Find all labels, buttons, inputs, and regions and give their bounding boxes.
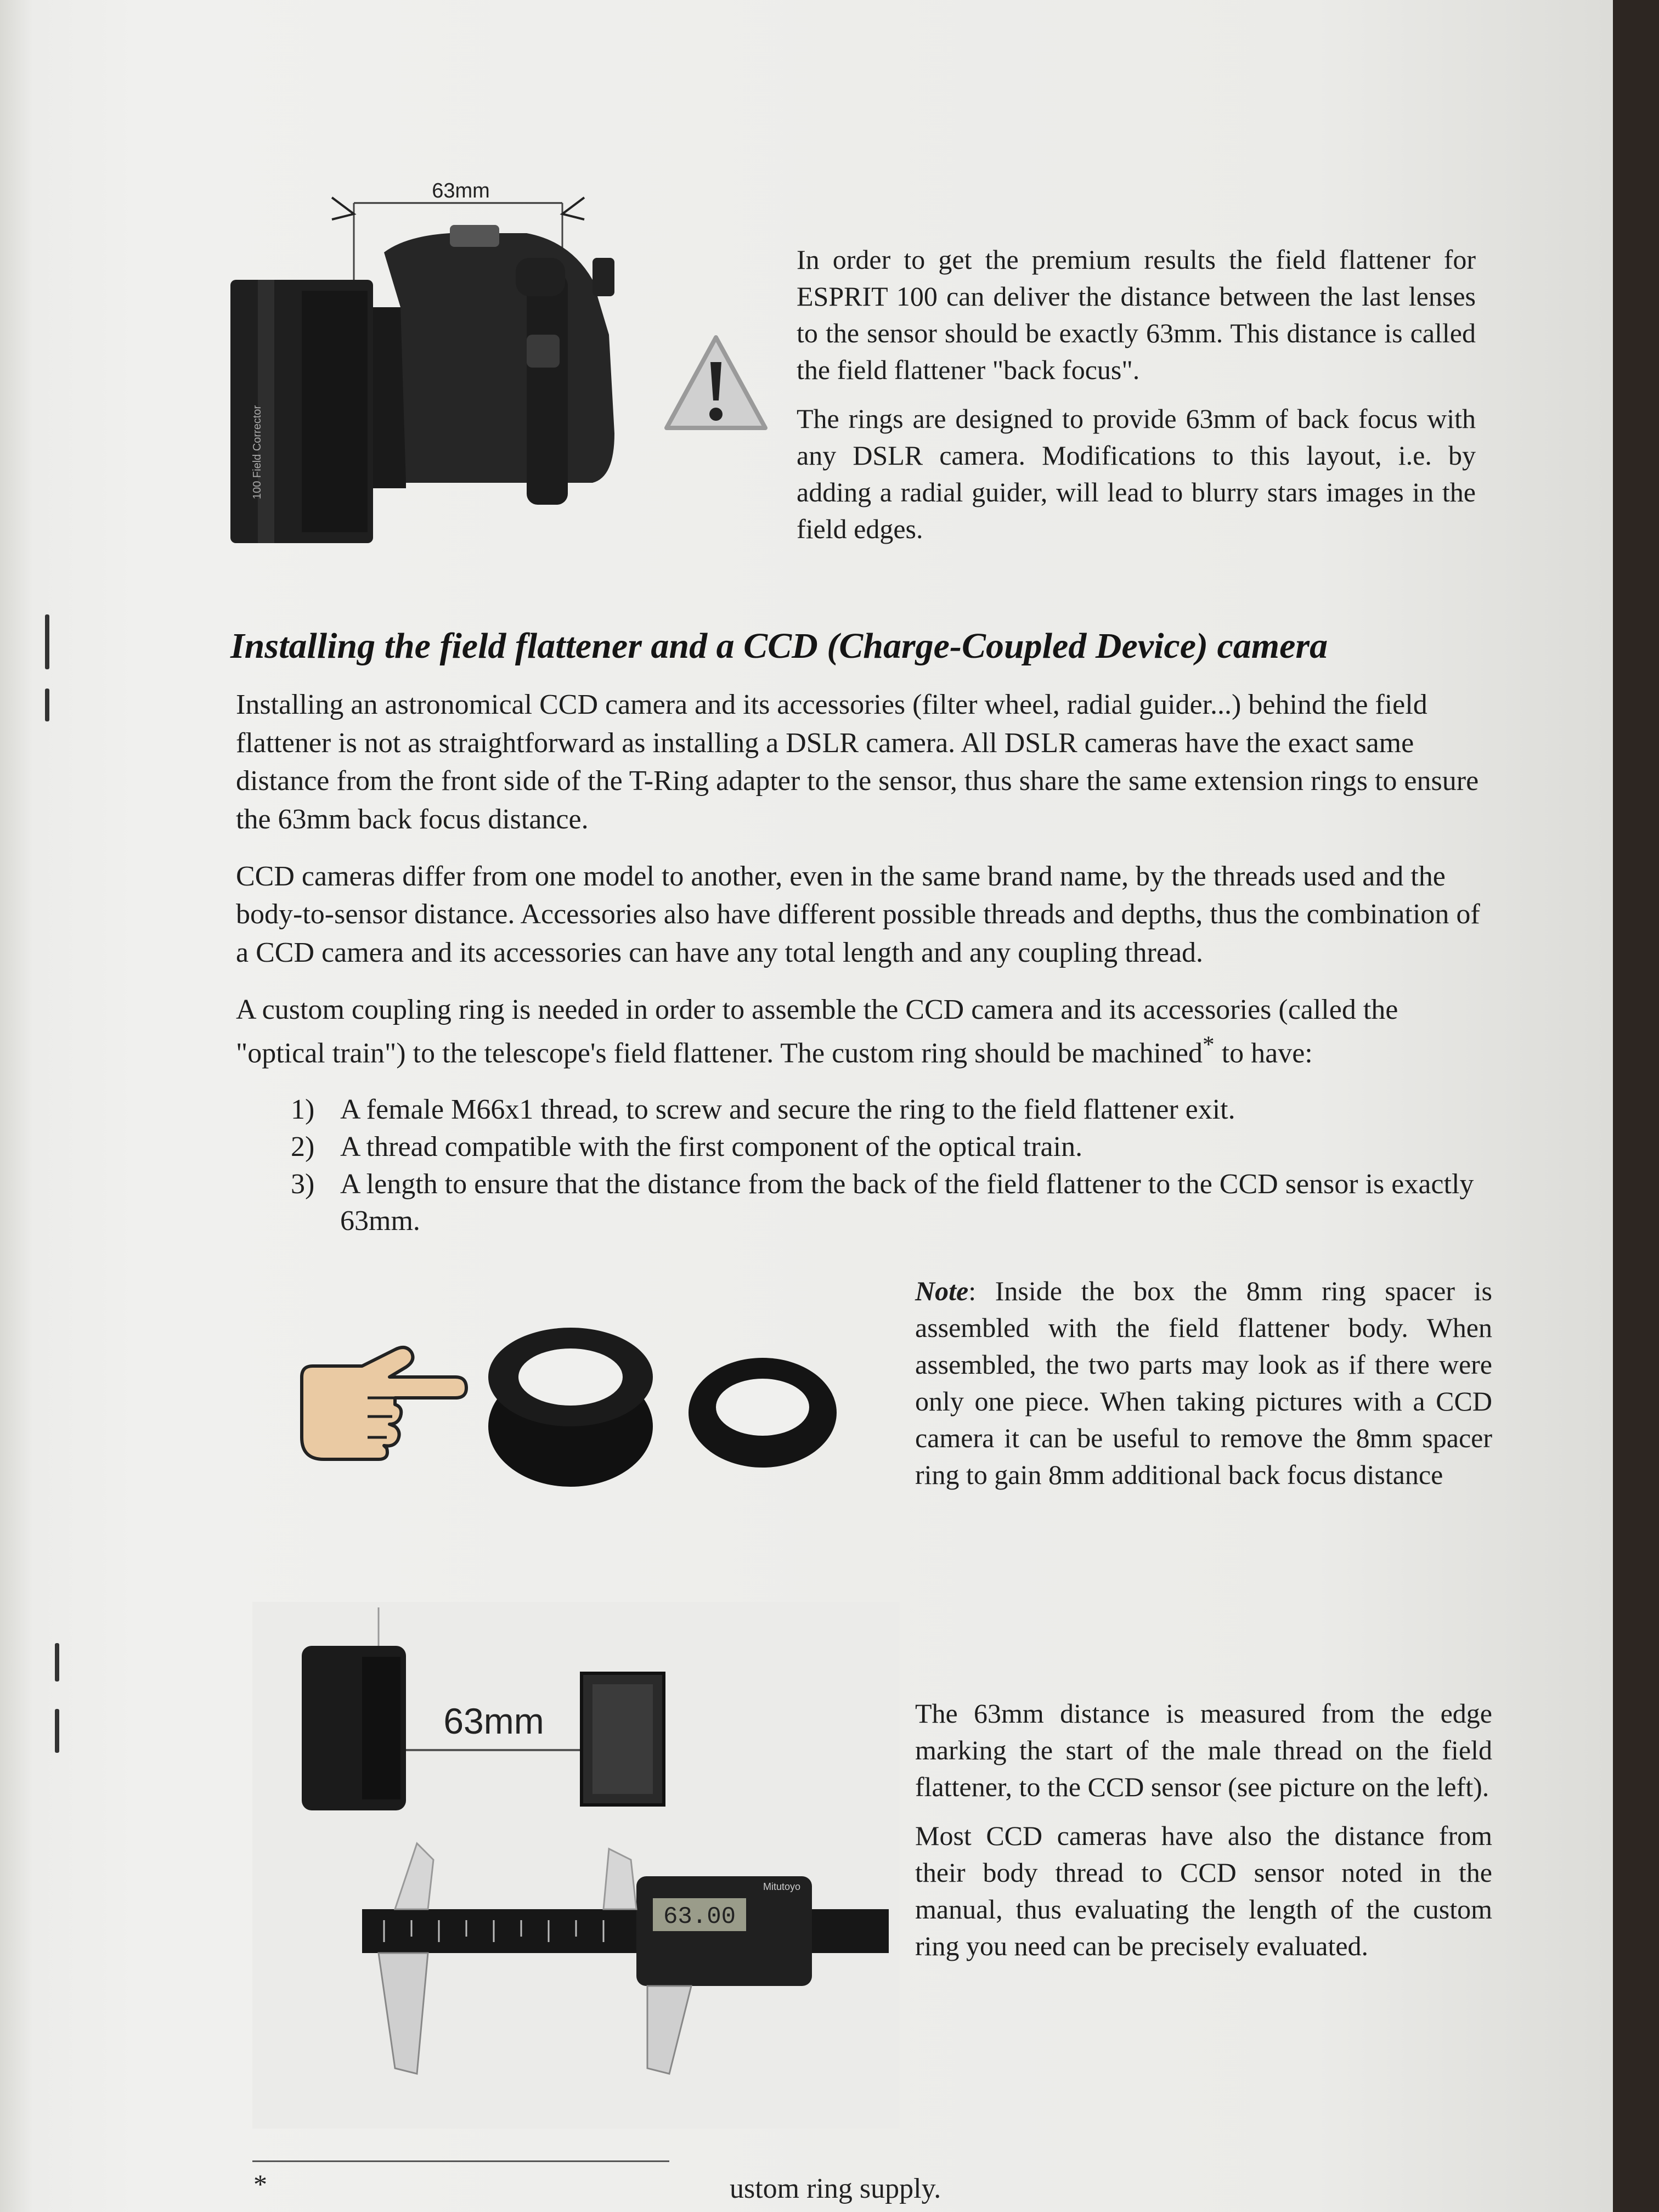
svg-text:100 Field Corrector: 100 Field Corrector — [251, 405, 263, 499]
requirements-list — [236, 1091, 1492, 1239]
note-text: : Inside the box the 8mm ring spacer is assembled with the field flattener body. When assembled, the two parts may look as if there were only one piece. When taking pictures with a CCD camera it can be useful to remove the 8mm spacer ring to gain 8mm additional back focus distance — [915, 1276, 1492, 1490]
footnote-mark: * — [253, 2169, 267, 2199]
list-item: 3) A length to ensure that the distance from the back of the field flattener to the CCD sensor is exactly 63mm. — [291, 1168, 1474, 1237]
ccd-measurement-figure — [252, 1602, 900, 2129]
dimension-label: 63mm — [443, 1701, 544, 1741]
dslr-camera-figure — [219, 170, 636, 554]
section-paragraph-3: A custom coupling ring is needed in order to assemble the CCD camera and its accessories (called the "optical train") to the telescope's field flattener. The custom ring should be machined* to have: — [236, 994, 1398, 1069]
note-label: Note — [915, 1276, 969, 1306]
spacer-rings-figure — [483, 1317, 845, 1492]
measure-paragraph-1: The 63mm distance is measured from the edge marking the start of the male thread on the field flattener, to the CCD sensor (see picture on the left). — [915, 1698, 1492, 1802]
footnote-divider — [252, 2160, 669, 2162]
section-heading: Installing the field flattener and a CCD (Charge-Coupled Device) camera — [230, 626, 1328, 666]
measure-text — [915, 1695, 1492, 1977]
footnote-text: ustom ring supply. — [730, 2173, 941, 2204]
binding-mark — [45, 614, 49, 669]
binding-mark — [55, 1643, 59, 1681]
caliper-reading: 63.00 — [663, 1903, 736, 1931]
intro-paragraph-2: The rings are designed to provide 63mm of back focus with any DSLR camera. Modifications to this layout, i.e. by adding a radial guider, will lead to blurry stars images in the field edges. — [797, 403, 1476, 544]
section-paragraph-1: Installing an astronomical CCD camera and its accessories (filter wheel, radial guider...) behind the field flattener is not as straightforward as installing a DSLR camera. All DSLR cameras have the exact same distance from the front side of the T-Ring adapter to the sensor, thus share the same extension rings to ensure the 63mm back focus distance. — [236, 689, 1479, 836]
intro-text — [797, 241, 1476, 560]
note-box — [915, 1273, 1492, 1505]
list-item: 2) A thread compatible with the first component of the optical train. — [291, 1131, 1083, 1163]
pointing-hand-icon — [285, 1328, 472, 1470]
warning-icon — [658, 329, 774, 439]
section-paragraph-2: CCD cameras differ from one model to another, even in the same brand name, by the threads used and the body-to-sensor distance. Accessories also have different possible threads and depths, thus the combination of a CCD camera and its accessories can have any total length and any coupling thread. — [236, 860, 1480, 969]
intro-paragraph-1: In order to get the premium results the field flattener for ESPRIT 100 can deliver the distance between the last lenses to the sensor should be exactly 63mm. This distance is called the field flattener "back focus". — [797, 244, 1476, 385]
footnote-marker: * — [1203, 1031, 1215, 1058]
binding-mark — [45, 689, 49, 721]
section-body — [236, 686, 1492, 1240]
measure-paragraph-2: Most CCD cameras have also the distance from their body thread to CCD sensor noted in the manual, thus evaluating the length of the custom ring you need can be precisely evaluated. — [915, 1820, 1492, 1961]
list-item: 1) A female M66x1 thread, to screw and secure the ring to the field flattener exit. — [291, 1094, 1235, 1126]
dimension-label: 63mm — [432, 179, 490, 202]
binding-mark — [55, 1709, 59, 1753]
caliper-brand: Mitutoyo — [763, 1881, 801, 1892]
